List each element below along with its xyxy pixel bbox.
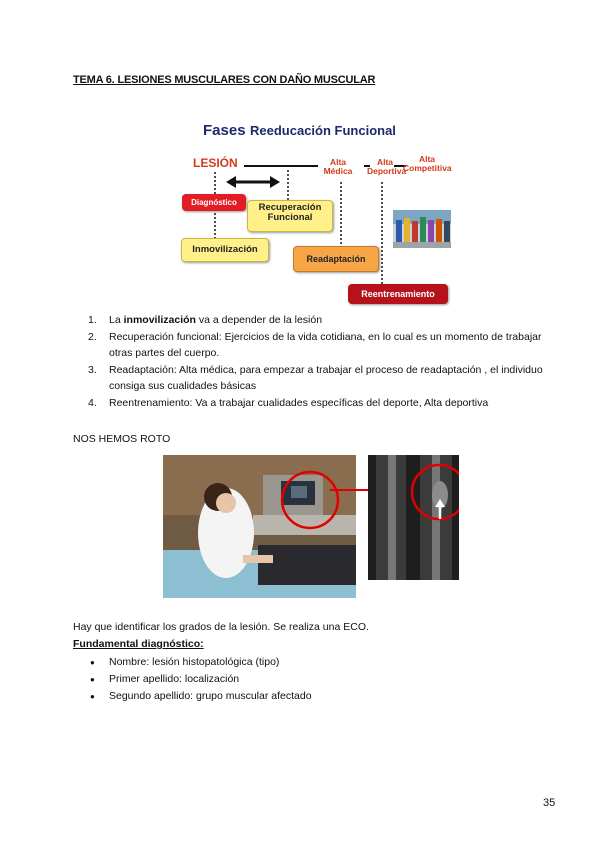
phases-list xyxy=(88,312,548,411)
phases-diagram xyxy=(178,118,450,310)
bullet-icon: ● xyxy=(90,692,95,701)
readaptacion-box: Readaptación xyxy=(293,246,379,272)
list-item: 4. Reentrenamiento: Va a trabajar cualidades específicas del deporte, Alta deportiva xyxy=(88,396,489,409)
section-heading: TEMA 6. LESIONES MUSCULARES CON DAÑO MUSCULAR xyxy=(73,74,376,86)
mri-scan-image xyxy=(368,455,459,580)
bullet-icon: ● xyxy=(90,675,95,684)
competition-photo xyxy=(393,210,451,248)
bullet-icon: ● xyxy=(90,658,95,667)
list-item: ● Primer apellido: localización xyxy=(88,671,312,688)
list-item: ● Segundo apellido: grupo muscular afectado xyxy=(88,688,312,705)
alta-competitiva-label: Alta Competitiva xyxy=(403,154,452,173)
alta-medica-label: Alta Médica xyxy=(323,157,353,176)
diagnosis-bullets xyxy=(88,654,312,705)
section-label: NOS HEMOS ROTO xyxy=(73,433,171,445)
paragraph-eco: Hay que identificar los grados de la lesión. Se realiza una ECO. xyxy=(73,621,369,633)
list-item: ● Nombre: lesión histopatológica (tipo) xyxy=(88,654,312,671)
reentrenamiento-box: Reentrenamiento xyxy=(348,284,448,304)
list-item: 1. La inmovilización va a depender de la lesión xyxy=(88,314,323,326)
double-arrow xyxy=(226,176,280,188)
ultrasound-exam-photo xyxy=(163,455,356,598)
alta-deportiva-label: Alta Deportiva xyxy=(367,157,407,176)
list-item: 2. Recuperación funcional: Ejercicios de la vida cotidiana, en lo cual es un momento de trabajar otras partes del cuerpo. xyxy=(88,330,542,359)
recuperacion-box: Recuperación Funcional xyxy=(247,200,333,232)
list-item: 3. Readaptación: Alta médica, para empezar a trabajar el proceso de readaptación , el individuo consiga sus cualidades básicas xyxy=(88,363,543,392)
page-number: 35 xyxy=(543,797,556,809)
inmovilizacion-box: Inmovilización xyxy=(181,238,269,262)
diagnostico-box: Diagnóstico xyxy=(182,194,246,211)
lesion-label: LESIÓN xyxy=(193,156,238,170)
subheading-diagnostico: Fundamental diagnóstico: xyxy=(73,638,204,650)
diagram-title-reeducacion: Reeducación Funcional xyxy=(250,123,396,138)
diagram-title-fases: Fases xyxy=(203,122,246,139)
